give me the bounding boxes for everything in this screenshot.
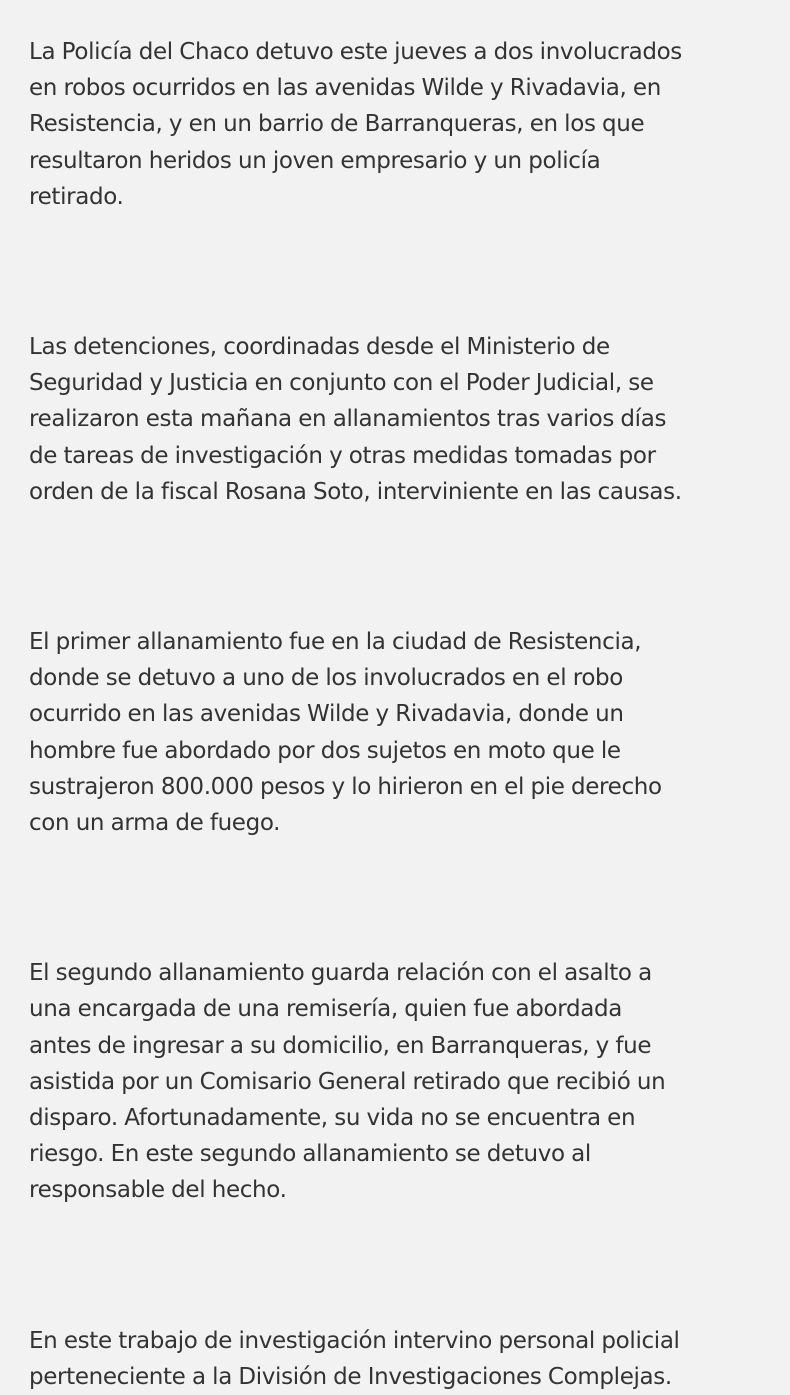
paragraph-line: con un arma de fuego. <box>29 810 281 837</box>
article-paragraph-1 <box>29 34 761 215</box>
paragraph-line: retirado. <box>29 183 124 210</box>
paragraph-line: Seguridad y Justicia en conjunto con el Poder Judicial, se <box>29 370 654 397</box>
paragraph-line: Resistencia, y en un barrio de Barranqueras, en los que <box>29 111 645 138</box>
paragraph-line: de tareas de investigación y otras medidas tomadas por <box>29 442 656 469</box>
paragraph-line: donde se detuvo a uno de los involucrados en el robo <box>29 665 624 692</box>
paragraph-line: en robos ocurridos en las avenidas Wilde y Rivadavia, en <box>29 75 661 102</box>
paragraph-line: En este trabajo de investigación intervino personal policial <box>29 1327 680 1354</box>
paragraph-line: asistida por un Comisario General retirado que recibió un <box>29 1068 666 1095</box>
paragraph-line: antes de ingresar a su domicilio, en Barranqueras, y fue <box>29 1032 652 1059</box>
paragraph-line: riesgo. En este segundo allanamiento se detuvo al <box>29 1141 591 1168</box>
paragraph-line: El segundo allanamiento guarda relación con el asalto a <box>29 960 652 987</box>
article-paragraph-3 <box>29 624 761 841</box>
paragraph-line: perteneciente a la División de Investigaciones Complejas. <box>29 1363 672 1390</box>
article-paragraph-5 <box>29 1323 761 1395</box>
paragraph-line: sustrajeron 800.000 pesos y lo hirieron en el pie derecho <box>29 773 662 800</box>
article-paragraph-2 <box>29 329 761 510</box>
paragraph-line: resultaron heridos un joven empresario y un policía <box>29 147 601 174</box>
paragraph-line: La Policía del Chaco detuvo este jueves a dos involucrados <box>29 39 682 65</box>
paragraph-line: Las detenciones, coordinadas desde el Ministerio de <box>29 334 610 361</box>
paragraph-line: El primer allanamiento fue en la ciudad de Resistencia, <box>29 629 642 656</box>
paragraph-line: realizaron esta mañana en allanamientos tras varios días <box>29 406 667 433</box>
paragraph-line: una encargada de una remisería, quien fue abordada <box>29 996 622 1023</box>
paragraph-line: orden de la fiscal Rosana Soto, interviniente en las causas. <box>29 478 682 505</box>
paragraph-line: responsable del hecho. <box>29 1177 287 1204</box>
paragraph-line: disparo. Afortunadamente, su vida no se encuentra en <box>29 1105 636 1132</box>
paragraph-line: ocurrido en las avenidas Wilde y Rivadavia, donde un <box>29 701 624 728</box>
article-paragraph-4 <box>29 955 761 1208</box>
paragraph-line: hombre fue abordado por dos sujetos en moto que le <box>29 737 621 764</box>
